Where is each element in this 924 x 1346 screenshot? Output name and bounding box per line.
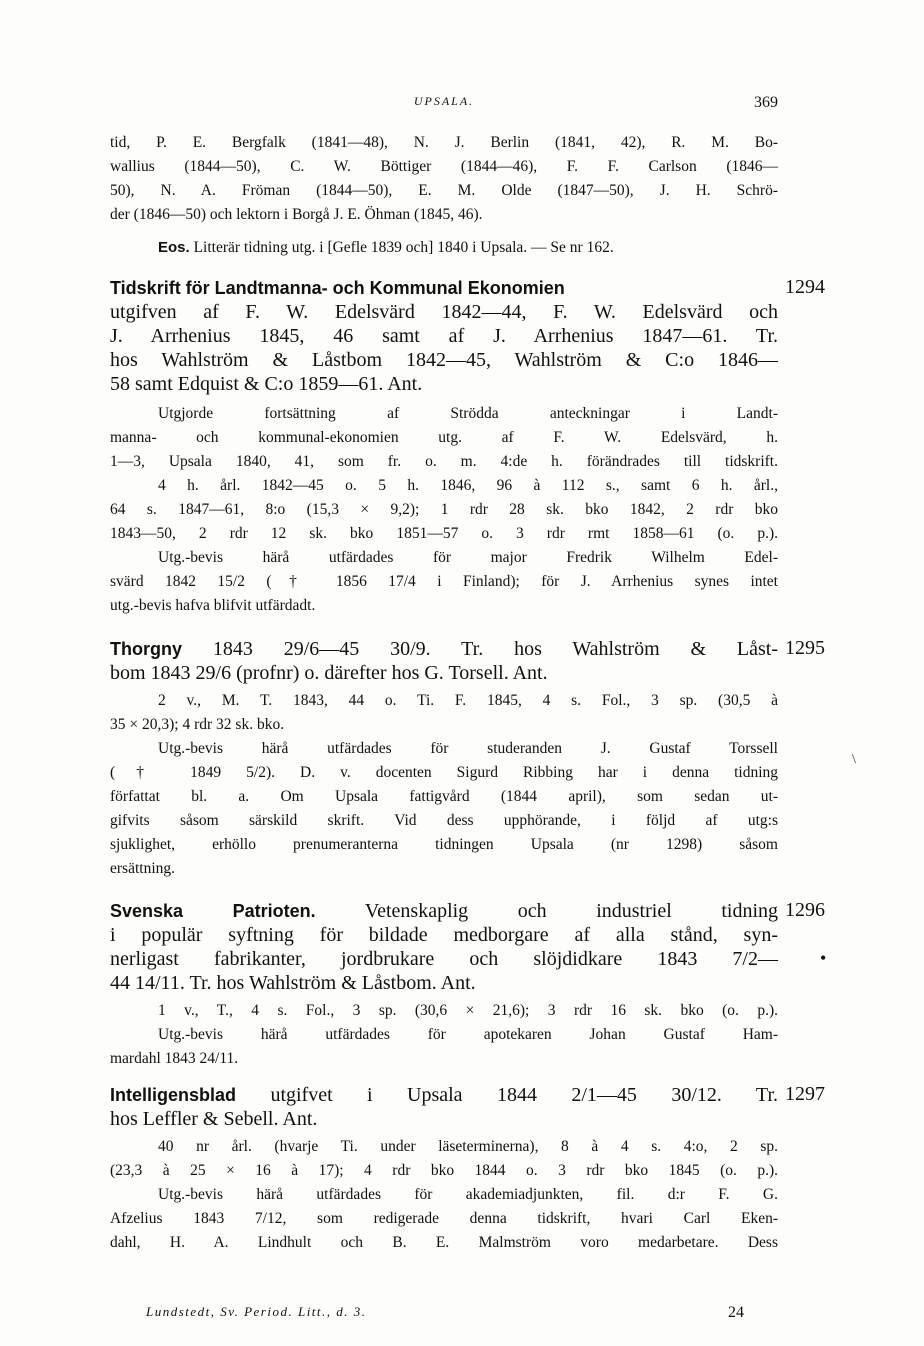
note-line: mardahl 1843 24/11. bbox=[110, 1050, 239, 1067]
margin-bullet: • bbox=[820, 948, 827, 968]
note-line: 1—3, Upsala 1840, 41, som fr. o. m. 4:de h. förändrades till tidskrift. bbox=[110, 453, 778, 470]
note-line: Utg.-bevis härå utfärdades för akademiadjunkten, fil. d:r F. G. bbox=[158, 1186, 778, 1203]
text-line: i populär syftning för bildade medborgare af alla stånd, syn- bbox=[110, 924, 778, 946]
entry-number: 1297 bbox=[785, 1083, 825, 1105]
text-line: der (1846—50) och lektorn i Borgå J. E. Öhman (1845, 46). bbox=[110, 206, 483, 223]
text-line: utgifven af F. W. Edelsvärd 1842—44, F. W. Edelsvärd och bbox=[110, 301, 778, 323]
note-line: 4 h. årl. 1842—45 o. 5 h. 1846, 96 à 112 s., samt 6 h. årl., bbox=[158, 477, 778, 494]
text-line: Vetenskaplig och industriel tidning bbox=[364, 900, 779, 922]
entry-title: Thorgny bbox=[110, 639, 182, 659]
note-line: 1 v., T., 4 s. Fol., 3 sp. (30,6 × 21,6); 3 rdr 16 sk. bko (o. p.). bbox=[158, 1002, 778, 1019]
entry-title: Svenska Patrioten. bbox=[110, 901, 316, 921]
note-line: (23,3 à 25 × 16 à 17); 4 rdr bko 1844 o. 3 rdr bko 1845 (o. p.). bbox=[110, 1162, 778, 1179]
note-line: Utg.-bevis härå utfärdades för studeranden J. Gustaf Torssell bbox=[158, 740, 778, 757]
text-line: J. Arrhenius 1845, 46 samt af J. Arrhenius 1847—61. Tr. bbox=[110, 325, 778, 347]
note-line: författat bl. a. Om Upsala fattigvård (1844 april), som sedan ut- bbox=[110, 788, 778, 805]
text-line: 58 samt Edquist & C:o 1859—61. Ant. bbox=[110, 373, 423, 395]
note-line: Afzelius 1843 7/12, som redigerade denna tidskrift, hvari Carl Eken- bbox=[110, 1210, 778, 1227]
note-line: svärd 1842 15/2 († 1856 17/4 i Finland); för J. Arrhenius synes intet bbox=[110, 573, 778, 590]
entry-1295 bbox=[110, 637, 778, 881]
note-line: († 1849 5/2). D. v. docenten Sigurd Ribbing har i denna tidning bbox=[110, 764, 778, 781]
footer-citation: Lundstedt, Sv. Period. Litt., d. 3. bbox=[146, 1304, 367, 1319]
note-line: 64 s. 1847—61, 8:o (15,3 × 9,2); 1 rdr 28 sk. bko 1842, 2 rdr bko bbox=[110, 501, 778, 518]
note-line: 2 v., M. T. 1843, 44 o. Ti. F. 1845, 4 s. Fol., 3 sp. (30,5 à bbox=[158, 692, 778, 709]
text-line: nerligast fabrikanter, jordbrukare och slöjdidkare 1843 7/2— bbox=[110, 948, 778, 970]
entry-1297 bbox=[110, 1083, 778, 1255]
note-line: gifvits såsom särskild skrift. Vid dess upphörande, i följd af utg:s bbox=[110, 812, 778, 829]
intro-paragraph bbox=[110, 131, 778, 227]
note-line: Utg.-bevis härå utfärdades för major Fredrik Wilhelm Edel- bbox=[158, 549, 778, 566]
entry-1296 bbox=[110, 899, 778, 1071]
note-line: Utgjorde fortsättning af Strödda anteckningar i Landt- bbox=[158, 405, 778, 422]
note-line: sjuklighet, erhöllo prenumeranterna tidningen Upsala (nr 1298) såsom bbox=[110, 836, 778, 853]
signature-number: 24 bbox=[728, 1304, 744, 1321]
page-footer bbox=[146, 1304, 744, 1326]
text-line: hos Wahlström & Låstbom 1842—45, Wahlström & C:o 1846— bbox=[110, 349, 778, 371]
margin-mark: \ bbox=[852, 752, 856, 767]
note-line: Utg.-bevis härå utfärdades för apotekaren Johan Gustaf Ham- bbox=[158, 1026, 778, 1043]
text-line: hos Leffler & Sebell. Ant. bbox=[110, 1108, 318, 1130]
text-line: 44 14/11. Tr. hos Wahlström & Låstbom. Ant. bbox=[110, 972, 476, 994]
eos-text: Litterär tidning utg. i [Gefle 1839 och] 1840 i Upsala. — Se nr 162. bbox=[193, 239, 614, 256]
running-title: UPSALA. bbox=[413, 94, 475, 108]
entry-title: Tidskrift för Landtmanna- och Kommunal Ekonomien bbox=[110, 278, 565, 298]
page-number: 369 bbox=[754, 94, 778, 111]
entry-number: 1296 bbox=[785, 899, 825, 921]
text-line: bom 1843 29/6 (profnr) o. därefter hos G. Torsell. Ant. bbox=[110, 662, 548, 684]
text-line: 1843 29/6—45 30/9. Tr. hos Wahlström & Låst- bbox=[212, 638, 778, 660]
note-line: 1843—50, 2 rdr 12 sk. bko 1851—57 o. 3 rdr rmt 1858—61 (o. p.). bbox=[110, 525, 778, 542]
text-line: tid, P. E. Bergfalk (1841—48), N. J. Berlin (1841, 42), R. M. Bo- bbox=[110, 134, 778, 151]
eos-title: Eos. bbox=[158, 239, 190, 256]
note-line: 35 × 20,3); 4 rdr 32 sk. bko. bbox=[110, 716, 285, 733]
text-line: wallius (1844—50), C. W. Böttiger (1844—46), F. F. Carlson (1846— bbox=[110, 158, 778, 175]
note-line: utg.-bevis hafva blifvit utfärdadt. bbox=[110, 597, 316, 614]
note-line: ersättning. bbox=[110, 860, 175, 877]
text-line: 50), N. A. Fröman (1844—50), E. M. Olde (1847—50), J. H. Schrö- bbox=[110, 182, 778, 199]
entry-1294 bbox=[110, 276, 778, 618]
note-line: dahl, H. A. Lindhult och B. E. Malmström voro medarbetare. Dess bbox=[110, 1234, 778, 1251]
note-line: 40 nr årl. (hvarje Ti. under läseterminerna), 8 à 4 s. 4:o, 2 sp. bbox=[158, 1138, 778, 1155]
entry-number: 1294 bbox=[785, 276, 825, 298]
text-line: utgifvet i Upsala 1844 2/1—45 30/12. Tr. bbox=[270, 1084, 778, 1106]
note-line: manna- och kommunal-ekonomien utg. af F. W. Edelsvärd, h. bbox=[110, 429, 778, 446]
entry-number: 1295 bbox=[785, 637, 825, 659]
page-header bbox=[110, 94, 778, 116]
eos-entry bbox=[110, 236, 778, 260]
entry-title: Intelligensblad bbox=[110, 1085, 237, 1105]
